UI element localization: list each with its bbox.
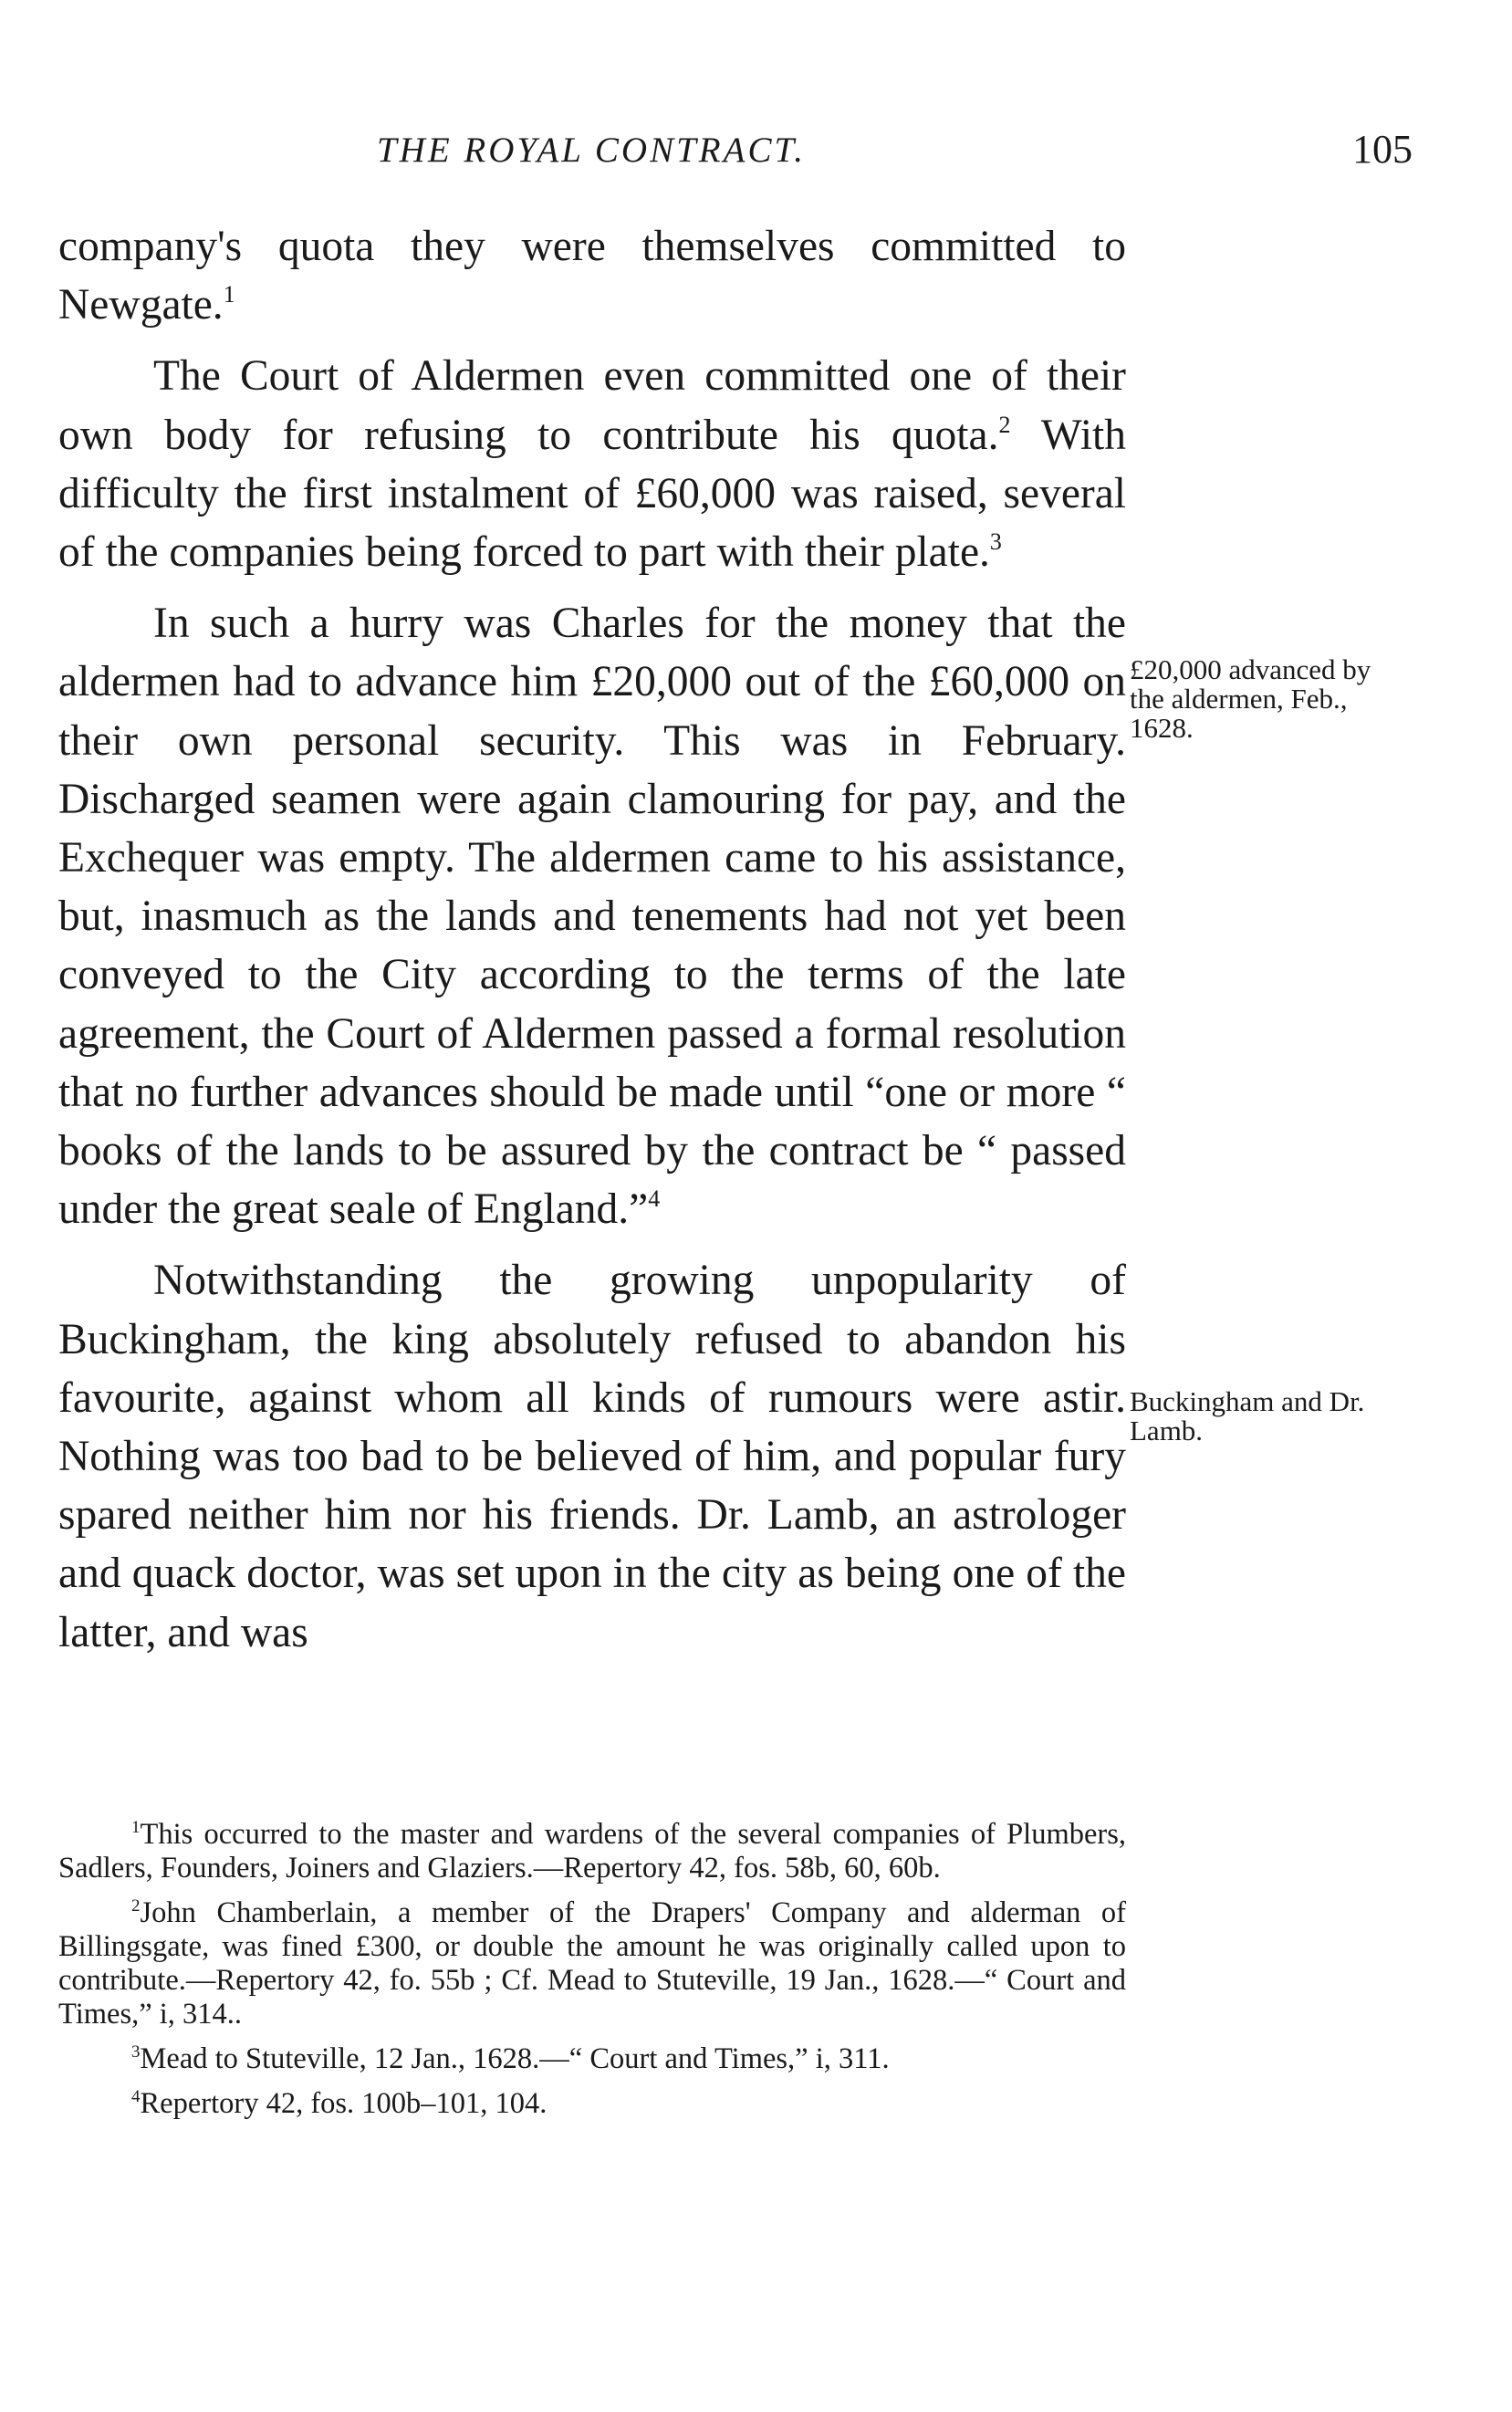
footnote-text: Repertory 42, fos. 100b–101, 104.: [140, 2087, 547, 2120]
margin-note-buckingham: Buckingham and Dr. Lamb.: [1130, 1385, 1365, 1446]
footnote-mark: 1: [131, 1818, 141, 1837]
running-title: THE ROYAL CONTRACT.: [376, 131, 807, 170]
paragraph-2-text-cont: With difficulty the first instalment of £60,000 was raised, several of the companies being forced to part with their plate.: [58, 411, 1127, 577]
page-number: 105: [1352, 127, 1413, 172]
footnote-mark: 4: [131, 2087, 141, 2106]
page-header: [62, 117, 1413, 181]
footnote: [58, 2042, 1126, 2076]
paragraph-1: [58, 217, 1126, 334]
footnote-text: This occurred to the master and wardens of the several companies of Plumbers, Sadlers, Founders, Joiners and Glaziers.—Repertory 42, fos. 58b, 60, 60b.: [58, 1818, 1126, 1885]
footnote-mark: 2: [131, 1896, 141, 1916]
paragraph-2-text: The Court of Aldermen even committed one of their own body for refusing to contribute his quota.: [58, 352, 1126, 459]
footnote: [58, 1818, 1126, 1885]
footnote-ref-4: 4: [648, 1185, 661, 1213]
footnote: [58, 1896, 1126, 2031]
paragraph-3: [58, 594, 1126, 1238]
paragraph-4-text: Notwithstanding the growing unpopularity of Buckingham, the king absolutely refused to abandon his favourite, against whom all kinds of rumours were astir. Nothing was too bad to be believed of him, and popular fury spared neither him nor his friends. Dr. Lamb, an astrologer and quack doctor, was set upon in the city as being one of the latter, and was: [58, 1257, 1126, 1656]
paragraph-1-text: company's quota they were themselves committed to Newgate.: [58, 223, 1126, 329]
body-text: [58, 217, 1126, 1662]
footnotes: [58, 1818, 1126, 2132]
footnote-ref-2: 2: [998, 411, 1011, 438]
footnote-text: Mead to Stuteville, 12 Jan., 1628.—“ Court and Times,” i, 311.: [140, 2042, 890, 2075]
paragraph-2: [58, 347, 1126, 581]
paragraph-3-text: In such a hurry was Charles for the money that the aldermen had to advance him £20,000 out of the £60,000 on their own personal security. This was in February. Discharged seamen were again clamouring for pay, and the Exchequer was empty. The aldermen came to his assistance, but, inasmuch as the lands and tenements had not yet been conveyed to the City according to the terms of the late agreement, the Court of Aldermen passed a formal resolution that no further advances should be made until “one or more “ books of the lands to be assured by the contract be “ passed under the great seale of England.”: [58, 600, 1126, 1234]
footnote-ref-3: 3: [989, 528, 1002, 556]
paragraph-4: [58, 1251, 1126, 1661]
margin-note-advance: £20,000 advanced by the aldermen, Feb., 1628.: [1130, 653, 1371, 744]
footnote-text: John Chamberlain, a member of the Drapers' Company and alderman of Billingsgate, was fined £300, or double the amount he was originally called upon to contribute.—Repertory 42, fo. 55b ; Cf. Mead to Stuteville, 19 Jan., 1628.—“ Court and Times,” i, 314..: [58, 1896, 1126, 2031]
footnote: [58, 2087, 1126, 2121]
footnote-ref-1: 1: [223, 281, 235, 308]
footnote-mark: 3: [131, 2042, 141, 2062]
